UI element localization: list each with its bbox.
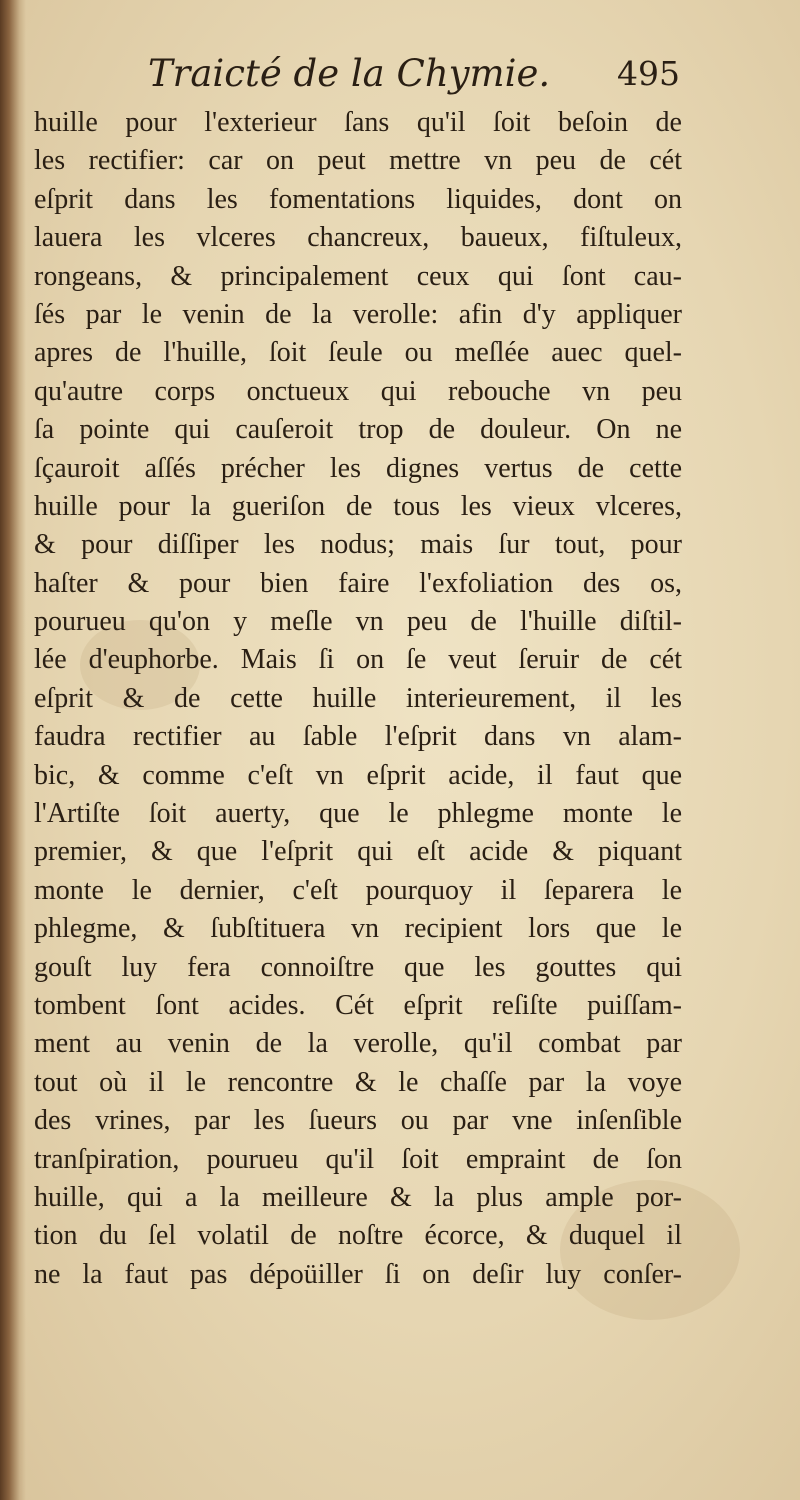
text-line: monte le dernier, c'eſt pourquoy il ſeparera le [34,874,682,906]
text-line: pourueu qu'on y meſle vn peu de l'huille diſtil- [34,606,682,638]
page-header [40,48,700,100]
text-line: premier, & que l'eſprit qui eſt acide & piquant [34,836,682,868]
running-title: Traicté de la Chymie. [148,52,551,95]
text-line: les rectifier: car on peut mettre vn peu de cét [34,145,682,177]
text-line: ſçauroit aſſés précher les dignes vertus de cette [34,452,682,484]
text-line: tranſpiration, pourueu qu'il ſoit empraint de ſon [34,1143,682,1175]
body-text [34,104,682,1294]
text-line: tion du ſel volatil de noſtre écorce, & duquel il [34,1220,682,1252]
text-line: l'Artiſte ſoit auerty, que le phlegme monte le [34,798,682,830]
text-line: eſprit & de cette huille interieurement, il les [34,682,682,714]
text-line: lée d'euphorbe. Mais ſi on ſe veut ſeruir de cét [34,644,682,676]
text-line: des vrines, par les ſueurs ou par vne inſenſible [34,1105,682,1137]
text-line: huille pour l'exterieur ſans qu'il ſoit beſoin de [34,107,682,138]
text-line: ment au venin de la verolle, qu'il combat par [34,1028,682,1060]
text-line: ſés par le venin de la verolle: afin d'y appliquer [34,298,682,330]
text-line: gouſt luy fera connoiſtre que les gouttes qui [34,951,682,983]
text-line: bic, & comme c'eſt vn eſprit acide, il faut que [34,759,682,791]
text-line: & pour diſſiper les nodus; mais ſur tout, pour [34,529,682,561]
text-line: haſter & pour bien faire l'exfoliation des os, [34,567,682,599]
text-line: tombent ſont acides. Cét eſprit reſiſte puiſſam- [34,989,682,1021]
text-line: qu'autre corps onctueux qui rebouche vn peu [34,375,682,407]
text-line: lauera les vlceres chancreux, baueux, fiſtuleux, [34,222,682,254]
text-line: eſprit dans les fomentations liquides, dont on [34,183,682,215]
book-gutter [0,0,26,1500]
text-line: phlegme, & ſubſtituera vn recipient lors que le [34,913,682,945]
page-number: 495 [617,54,680,93]
text-line: ſa pointe qui cauſeroit trop de douleur. On ne [34,414,682,446]
text-line: huille pour la gueriſon de tous les vieux vlceres, [34,490,682,522]
text-line: tout où il le rencontre & le chaſſe par la voye [34,1066,682,1098]
text-line: ne la faut pas dépoüiller ſi on deſir luy conſer- [34,1258,682,1290]
text-line: huille, qui a la meilleure & la plus ample por- [34,1181,682,1213]
text-line: apres de l'huille, ſoit ſeule ou meſlée auec quel- [34,337,682,369]
text-line: faudra rectifier au ſable l'eſprit dans vn alam- [34,721,682,753]
text-line: rongeans, & principalement ceux qui ſont cau- [34,260,682,292]
